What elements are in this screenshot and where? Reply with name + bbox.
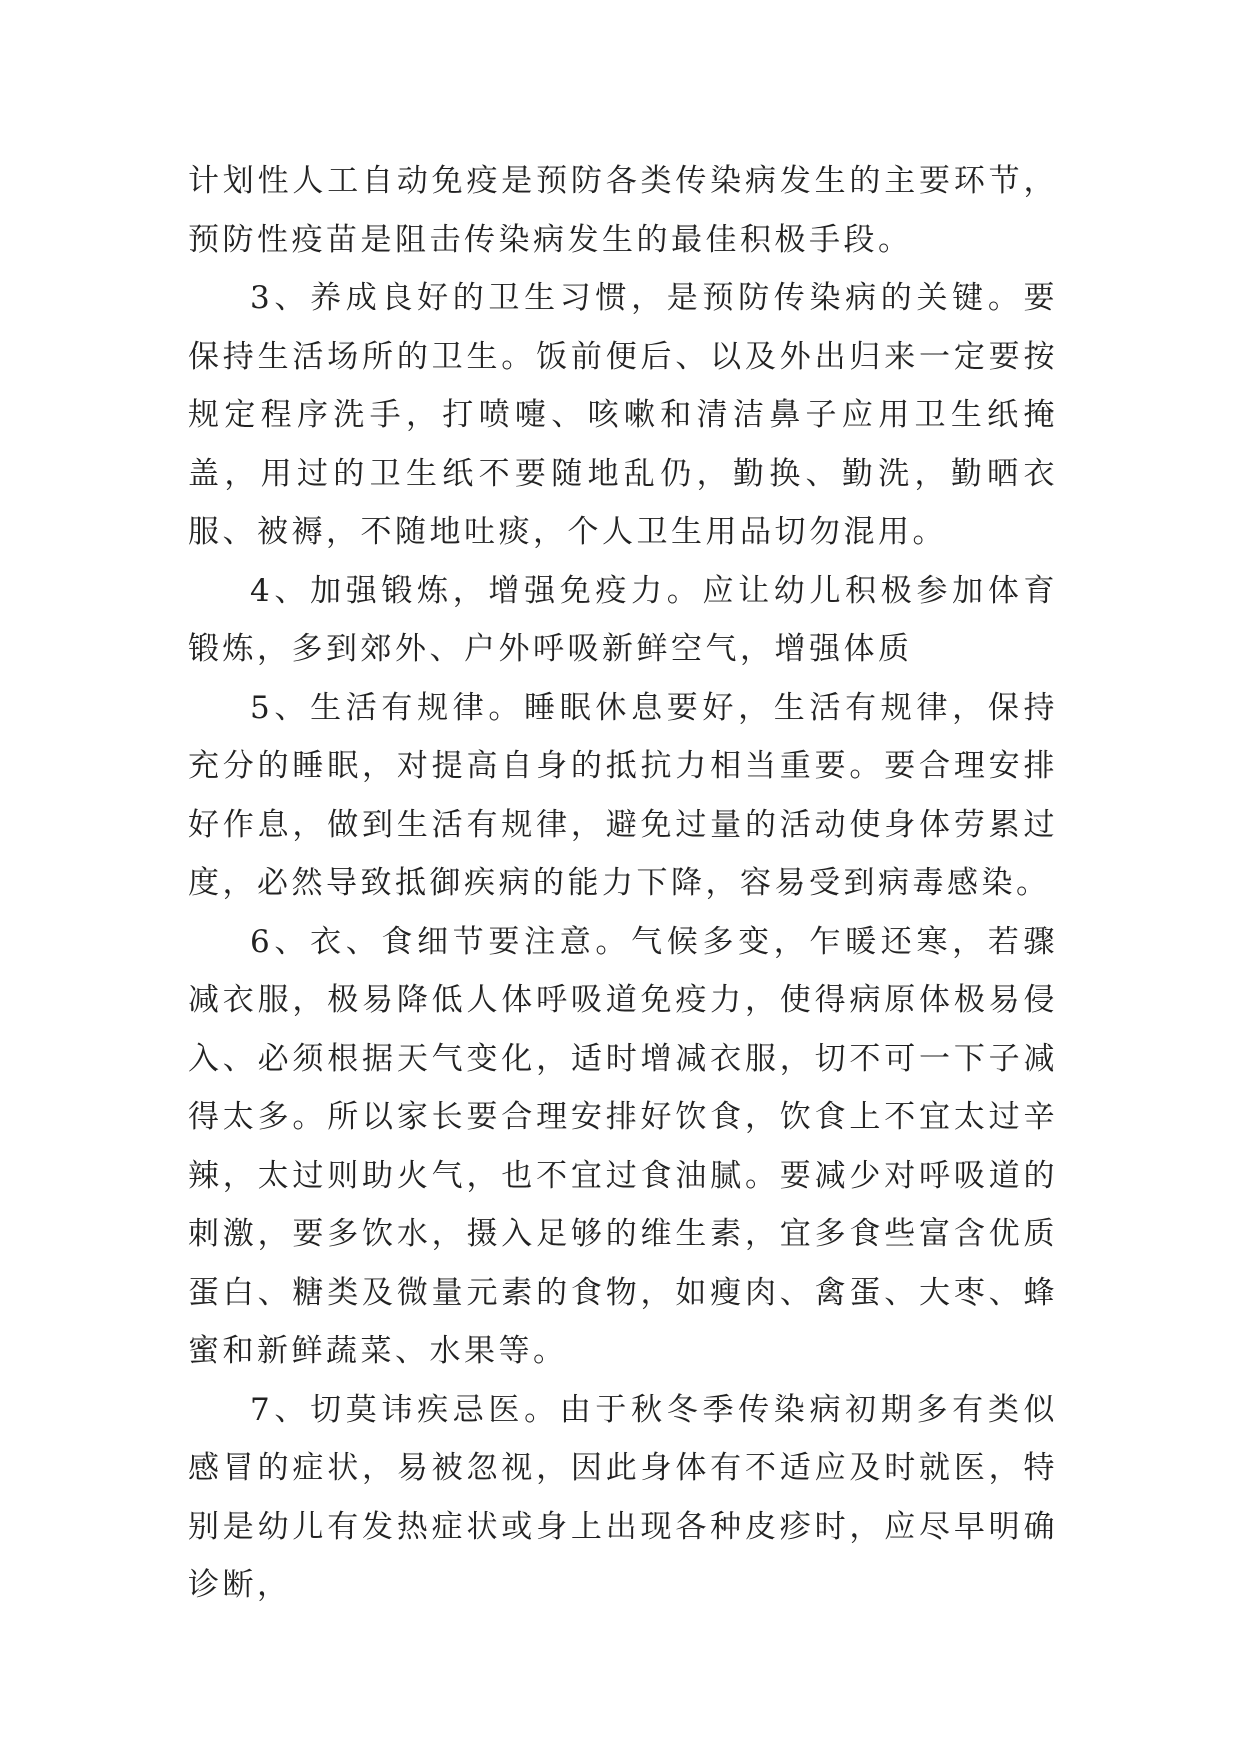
paragraph-intro: 计划性人工自动免疫是预防各类传染病发生的主要环节，预防性疫苗是阻击传染病发生的最佳积极手段。 [188, 163, 1058, 258]
paragraph-seek-medical: 7、切莫讳疾忌医。由于秋冬季传染病初期多有类似感冒的症状，易被忽视，因此身体有不适应及时就医，特别是幼儿有发热症状或身上出现各种皮疹时，应尽早明确诊断， [188, 1391, 1058, 1603]
paragraph-routine: 5、生活有规律。睡眠休息要好，生活有规律，保持充分的睡眠，对提高自身的抵抗力相当重要。要合理安排好作息，做到生活有规律，避免过量的活动使身体劳累过度，必然导致抵御疾病的能力下降，容易受到病毒感染。 [188, 689, 1058, 901]
paragraph-exercise: 4、加强锻炼，增强免疫力。应让幼儿积极参加体育锻炼，多到郊外、户外呼吸新鲜空气，增强体质 [188, 572, 1058, 667]
document-body [188, 152, 1058, 1615]
paragraph-hygiene: 3、养成良好的卫生习惯，是预防传染病的关键。要保持生活场所的卫生。饭前便后、以及外出归来一定要按规定程序洗手，打喷嚏、咳嗽和清洁鼻子应用卫生纸掩盖，用过的卫生纸不要随地乱仍，勤换、勤洗，勤晒衣服、被褥，不随地吐痰，个人卫生用品切勿混用。 [188, 280, 1058, 550]
paragraph-clothing-food: 6、衣、食细节要注意。气候多变，乍暖还寒，若骤减衣服，极易降低人体呼吸道免疫力，使得病原体极易侵入、必须根据天气变化，适时增减衣服，切不可一下子减得太多。所以家长要合理安排好饮食，饮食上不宜太过辛辣，太过则助火气，也不宜过食油腻。要减少对呼吸道的刺激，要多饮水，摄入足够的维生素，宜多食些富含优质蛋白、糖类及微量元素的食物，如瘦肉、禽蛋、大枣、蜂蜜和新鲜蔬菜、水果等。 [188, 923, 1058, 1369]
